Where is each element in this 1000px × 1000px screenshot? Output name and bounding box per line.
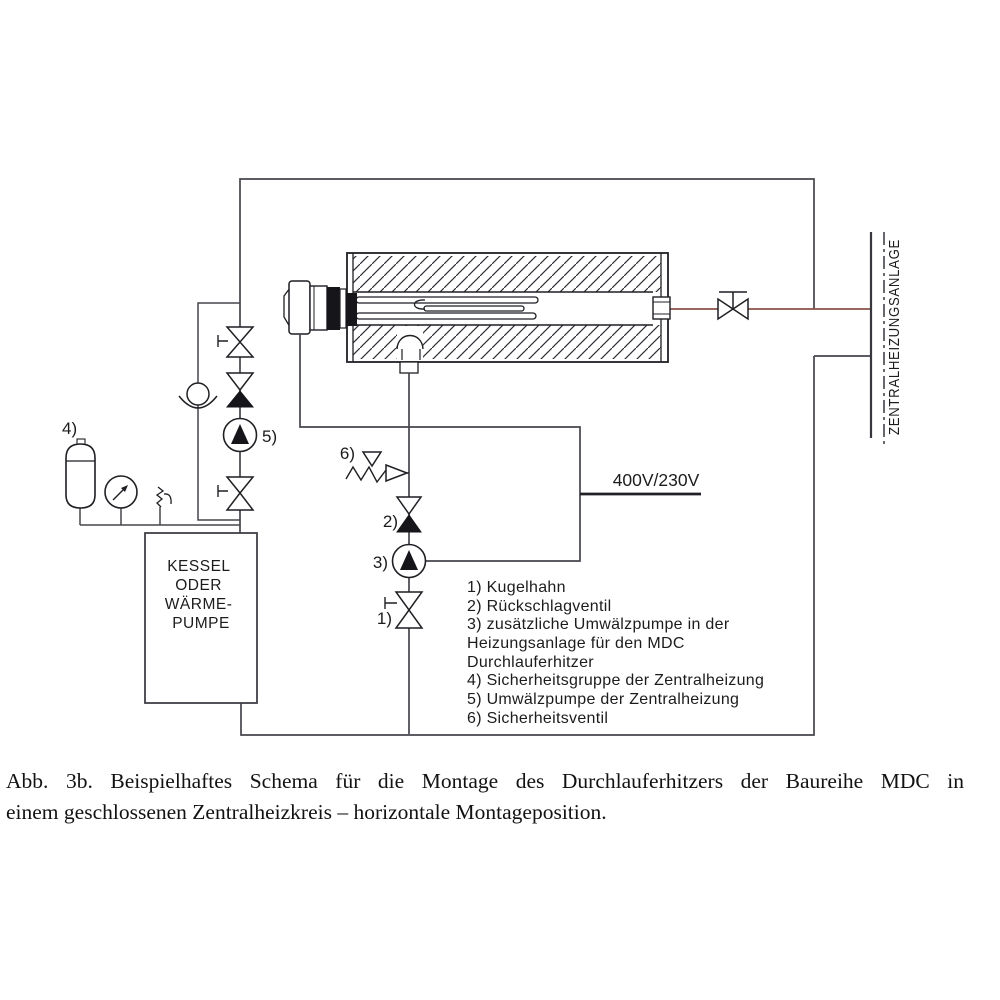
caption-line-1: Abb. 3b. Beispielhaftes Schema für die Montage des Durchlauferhitzers der Baureihe MDC in — [6, 769, 964, 793]
left-ball-valve-top — [218, 327, 253, 357]
bypass-device — [187, 383, 209, 405]
power-supply — [580, 470, 701, 494]
supply-ball-valve — [718, 292, 748, 319]
legend-item-3c: Durchlauferhitzer — [467, 654, 594, 671]
legend — [467, 579, 764, 727]
legend-item-1: 1) Kugelhahn — [467, 579, 566, 596]
heater-outlet — [653, 297, 670, 319]
caption-line-2: einem geschlossenen Zentralheizkreis – horizontale Montageposition. — [6, 800, 607, 824]
legend-item-2: 2) Rückschlagventil — [467, 598, 612, 615]
heater-inlet-port — [397, 326, 423, 373]
check-valve-2 — [383, 497, 421, 532]
callout-3: 3) — [372, 553, 388, 572]
callout-1: 1) — [376, 609, 392, 628]
power-label: 400V/230V — [612, 470, 700, 490]
electric-head — [284, 281, 357, 334]
figure-caption — [6, 766, 964, 828]
legend-item-3: 3) zusätzliche Umwälzpumpe in der — [467, 616, 730, 633]
legend-item-4: 4) Sicherheitsgruppe der Zentralheizung — [467, 672, 765, 689]
pressure-gauge — [105, 476, 137, 525]
flow-heater — [284, 253, 670, 373]
callout-4: 4) — [62, 419, 78, 438]
legend-item-3b: Heizungsanlage für den MDC — [467, 635, 685, 652]
blowoff-vent — [157, 487, 171, 525]
expansion-vessel — [66, 439, 95, 525]
heater-hatch-top — [353, 256, 661, 292]
legend-item-6: 6) Sicherheitsventil — [467, 710, 609, 727]
bypass-loop — [179, 303, 240, 520]
safety-group-4 — [62, 419, 240, 525]
ball-valve-1 — [377, 592, 422, 628]
boiler-label: KESSEL ODER WÄRME- PUMPE — [164, 558, 233, 632]
boiler-box — [145, 533, 257, 703]
left-check-valve — [227, 373, 253, 407]
callout-2: 2) — [382, 512, 398, 531]
left-ball-valve-bottom — [218, 477, 253, 510]
callout-5: 5) — [262, 427, 278, 446]
pump-5 — [224, 419, 278, 452]
callout-6: 6) — [339, 444, 355, 463]
central-heating-boundary — [871, 211, 903, 446]
pump-3 — [373, 545, 426, 578]
legend-item-5: 5) Umwälzpumpe der Zentralheizung — [467, 691, 740, 708]
safety-valve-6 — [340, 444, 409, 482]
wall-label: ZENTRALHEIZUNGSANLAGE — [886, 211, 903, 435]
